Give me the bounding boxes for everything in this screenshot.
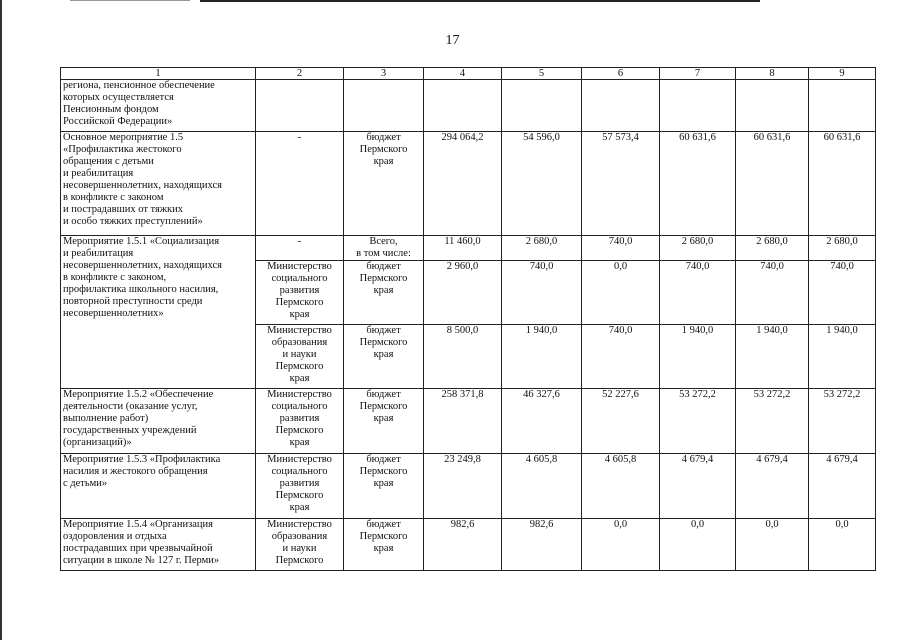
value-cell: 740,0: [582, 325, 660, 389]
value-cell: 1 940,0: [502, 325, 582, 389]
page-number: 17: [445, 33, 460, 48]
table-row: [61, 519, 876, 571]
activity-cell: [61, 236, 256, 389]
cell-text-line: бюджет: [366, 132, 401, 143]
cell-text-line: и реабилитация: [63, 248, 134, 259]
cell-text-line: края: [373, 349, 394, 360]
value-cell: 46 327,6: [502, 389, 582, 454]
value-cell: 294 064,2: [424, 132, 502, 236]
cell-text-line: государственных учреждений: [63, 425, 197, 436]
value-cell: 740,0: [502, 261, 582, 325]
executor-cell: [256, 389, 344, 454]
value-cell: 982,6: [424, 519, 502, 571]
column-header: 7: [660, 68, 736, 80]
table-row: [61, 80, 876, 132]
cell-text-line: и науки: [282, 543, 317, 554]
cell-text-line: и особо тяжких преступлений»: [63, 216, 203, 227]
cell-text-line: в конфликте с законом: [63, 192, 164, 203]
cell-text-line: края: [289, 373, 310, 384]
cell-text-line: и науки: [282, 349, 317, 360]
value-cell: 740,0: [736, 261, 809, 325]
cell-text-line: -: [297, 236, 302, 247]
cell-text-line: бюджет: [366, 454, 401, 465]
activity-cell: [61, 80, 256, 132]
cell-text-line: Пенсионным фондом: [63, 104, 159, 115]
table-row: [61, 389, 876, 454]
cell-text-line: Пермского: [359, 401, 408, 412]
cell-text-line: Пермского: [275, 425, 324, 436]
value-cell: 53 272,2: [736, 389, 809, 454]
value-cell: 740,0: [809, 261, 876, 325]
cell-text-line: Основное мероприятие 1.5: [63, 132, 184, 143]
table-row: [61, 132, 876, 236]
cell-text-line: несовершеннолетних, находящихся: [63, 180, 222, 191]
value-cell: 0,0: [582, 519, 660, 571]
cell-text-line: бюджет: [366, 519, 401, 530]
cell-text-line: Министерство: [267, 389, 332, 400]
cell-text-line: оздоровления и отдыха: [63, 531, 167, 542]
value-cell: 53 272,2: [809, 389, 876, 454]
cell-text-line: Российской Федерации»: [63, 116, 173, 127]
value-cell: 740,0: [660, 261, 736, 325]
cell-text-line: Пермского: [359, 466, 408, 477]
value-cell: 2 680,0: [736, 236, 809, 261]
cell-text-line: Всего,: [369, 236, 398, 247]
cell-text-line: образования: [271, 531, 328, 542]
source-cell: [344, 519, 424, 571]
value-cell: 1 940,0: [660, 325, 736, 389]
cell-text-line: края: [373, 543, 394, 554]
value-cell: 60 631,6: [736, 132, 809, 236]
table-row: [61, 454, 876, 519]
cell-text-line: Пермского: [275, 297, 324, 308]
table-row: [61, 236, 876, 261]
cell-text-line: «Профилактика жестокого: [63, 144, 182, 155]
column-header: 2: [256, 68, 344, 80]
cell-text-line: Министерство: [267, 325, 332, 336]
column-header: 9: [809, 68, 876, 80]
activity-cell: [61, 454, 256, 519]
value-cell: 4 679,4: [809, 454, 876, 519]
cell-text-line: Пермского: [359, 337, 408, 348]
cell-text-line: профилактика школьного насилия,: [63, 284, 219, 295]
cell-text-line: несовершеннолетних»: [63, 308, 164, 319]
cell-text-line: края: [373, 156, 394, 167]
cell-text-line: ситуации в школе № 127 г. Перми»: [63, 555, 220, 566]
column-header: 8: [736, 68, 809, 80]
value-cell: 57 573,4: [582, 132, 660, 236]
cell-text-line: края: [289, 309, 310, 320]
activity-cell: [61, 132, 256, 236]
activity-cell: [61, 519, 256, 571]
value-cell: 4 679,4: [660, 454, 736, 519]
value-cell: 4 605,8: [582, 454, 660, 519]
value-cell: 0,0: [736, 519, 809, 571]
executor-cell: [256, 519, 344, 571]
cell-text-line: деятельности (оказание услуг,: [63, 401, 198, 412]
cell-text-line: образования: [271, 337, 328, 348]
cell-text-line: Министерство: [267, 519, 332, 530]
value-cell: 2 680,0: [660, 236, 736, 261]
cell-text-line: социального: [271, 401, 328, 412]
cell-text-line: пострадавших при чрезвычайной: [63, 543, 213, 554]
cell-text-line: повторной преступности среди: [63, 296, 203, 307]
cell-text-line: в том числе:: [356, 248, 411, 259]
value-cell: 4 605,8: [502, 454, 582, 519]
value-cell: 52 227,6: [582, 389, 660, 454]
cell-text-line: развития: [279, 413, 320, 424]
cell-text-line: которых осуществляется: [63, 92, 174, 103]
column-header: 4: [424, 68, 502, 80]
cell-text-line: Пермского: [359, 531, 408, 542]
column-header: 1: [61, 68, 256, 80]
column-header: 3: [344, 68, 424, 80]
cell-text-line: бюджет: [366, 389, 401, 400]
cell-text-line: развития: [279, 285, 320, 296]
cell-text-line: социального: [271, 466, 328, 477]
cell-text-line: -: [297, 132, 302, 143]
value-cell: 60 631,6: [809, 132, 876, 236]
cell-text-line: Пермского: [275, 555, 324, 566]
cell-text-line: обращения с детьми: [63, 156, 154, 167]
value-cell: 53 272,2: [660, 389, 736, 454]
executor-cell: [256, 236, 344, 261]
value-cell: 1 940,0: [736, 325, 809, 389]
cell-text-line: насилия и жестокого обращения: [63, 466, 208, 477]
source-cell: [344, 261, 424, 325]
cell-text-line: края: [289, 437, 310, 448]
cell-text-line: Мероприятие 1.5.4 «Организация: [63, 519, 213, 530]
executor-cell: [256, 325, 344, 389]
executor-cell: [256, 454, 344, 519]
cell-text-line: социального: [271, 273, 328, 284]
value-cell: 0,0: [582, 261, 660, 325]
cell-text-line: края: [373, 413, 394, 424]
header-row: [61, 68, 876, 80]
cell-text-line: и пострадавших от тяжких: [63, 204, 184, 215]
value-cell: 2 680,0: [502, 236, 582, 261]
cell-text-line: в конфликте с законом,: [63, 272, 167, 283]
cell-text-line: развития: [279, 478, 320, 489]
column-header: 5: [502, 68, 582, 80]
scan-edge-line: [200, 0, 760, 2]
value-cell: 60 631,6: [660, 132, 736, 236]
value-cell: 982,6: [502, 519, 582, 571]
value-cell: 8 500,0: [424, 325, 502, 389]
value-cell: 258 371,8: [424, 389, 502, 454]
cell-text-line: Мероприятие 1.5.2 «Обеспечение: [63, 389, 214, 400]
value-cell: 54 596,0: [502, 132, 582, 236]
cell-text-line: края: [373, 285, 394, 296]
cell-text-line: Министерство: [267, 454, 332, 465]
value-cell: 11 460,0: [424, 236, 502, 261]
scan-edge-line: [70, 0, 190, 1]
cell-text-line: Министерство: [267, 261, 332, 272]
cell-text-line: Мероприятие 1.5.1 «Социализация: [63, 236, 220, 247]
source-cell: [344, 454, 424, 519]
cell-text-line: несовершеннолетних, находящихся: [63, 260, 222, 271]
cell-text-line: Пермского: [359, 273, 408, 284]
scan-edge-left: [0, 0, 2, 640]
activity-cell: [61, 389, 256, 454]
value-cell: 0,0: [809, 519, 876, 571]
cell-text-line: края: [289, 502, 310, 513]
value-cell: 2 960,0: [424, 261, 502, 325]
source-cell: [344, 325, 424, 389]
column-header: 6: [582, 68, 660, 80]
value-cell: 23 249,8: [424, 454, 502, 519]
value-cell: 740,0: [582, 236, 660, 261]
cell-text-line: с детьми»: [63, 478, 108, 489]
cell-text-line: Пермского: [275, 490, 324, 501]
source-cell: [344, 389, 424, 454]
budget-table: [60, 67, 876, 571]
executor-cell: [256, 132, 344, 236]
cell-text-line: Пермского: [359, 144, 408, 155]
cell-text-line: выполнение работ): [63, 413, 149, 424]
cell-text-line: Мероприятие 1.5.3 «Профилактика: [63, 454, 221, 465]
executor-cell: [256, 261, 344, 325]
value-cell: 4 679,4: [736, 454, 809, 519]
cell-text-line: и реабилитация: [63, 168, 134, 179]
source-cell: [344, 132, 424, 236]
cell-text-line: бюджет: [366, 261, 401, 272]
cell-text-line: региона, пенсионное обеспечение: [63, 80, 215, 91]
cell-text-line: края: [373, 478, 394, 489]
value-cell: 2 680,0: [809, 236, 876, 261]
value-cell: 1 940,0: [809, 325, 876, 389]
value-cell: 0,0: [660, 519, 736, 571]
cell-text-line: (организаций)»: [63, 437, 132, 448]
source-cell: [344, 236, 424, 261]
cell-text-line: Пермского: [275, 361, 324, 372]
cell-text-line: бюджет: [366, 325, 401, 336]
